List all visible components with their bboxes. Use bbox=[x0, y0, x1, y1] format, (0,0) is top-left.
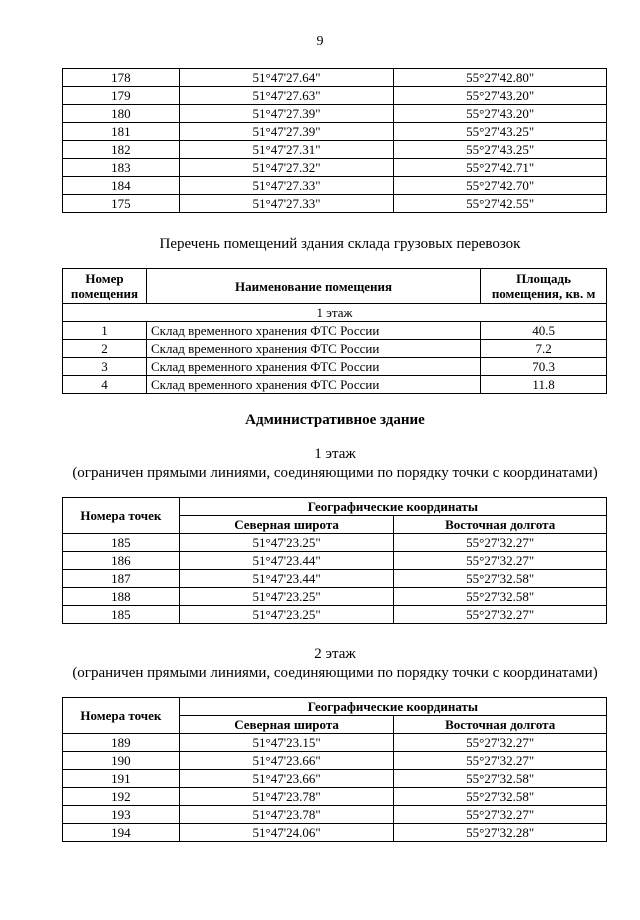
rooms-floor-label: 1 этаж bbox=[63, 304, 607, 322]
floor1-coord-row bbox=[63, 570, 607, 588]
floor2-header-lon: Восточная долгота bbox=[394, 716, 607, 734]
rooms-header-name: Наименование помещения bbox=[146, 269, 480, 304]
coord-row-cell: 181 bbox=[63, 123, 180, 141]
floor2-coord-row-cell: 55°27'32.27" bbox=[394, 734, 607, 752]
room-row-cell: 4 bbox=[63, 376, 147, 394]
floor1-note: (ограничен прямыми линиями, соединяющими по порядку точки с координатами) bbox=[72, 465, 598, 481]
floor1-coord-row-cell: 188 bbox=[63, 588, 180, 606]
room-row-cell: 2 bbox=[63, 340, 147, 358]
section-title-warehouse: Перечень помещений здания склада грузовых перевозок bbox=[159, 236, 521, 252]
floor1-header-geo: Географические координаты bbox=[179, 498, 606, 516]
floor2-coord-row-cell: 191 bbox=[63, 770, 180, 788]
coord-row-cell: 51°47'27.39" bbox=[179, 123, 394, 141]
coord-row-cell: 51°47'27.33" bbox=[179, 195, 394, 213]
coord-row-cell: 178 bbox=[63, 69, 180, 87]
coord-row bbox=[63, 195, 607, 213]
room-row-cell: 11.8 bbox=[481, 376, 607, 394]
floor1-coord-row-cell: 185 bbox=[63, 534, 180, 552]
coord-row-cell: 51°47'27.33" bbox=[179, 177, 394, 195]
coord-row-cell: 51°47'27.32" bbox=[179, 159, 394, 177]
floor1-header-points: Номера точек bbox=[63, 498, 180, 534]
room-row bbox=[63, 340, 607, 358]
coord-row-cell: 55°27'42.70" bbox=[394, 177, 607, 195]
floor2-coord-row-cell: 51°47'24.06" bbox=[179, 824, 394, 842]
floor2-header-lat: Северная широта bbox=[179, 716, 394, 734]
coord-row-cell: 175 bbox=[63, 195, 180, 213]
floor2-coord-row bbox=[63, 788, 607, 806]
floor2-coord-row-cell: 55°27'32.58" bbox=[394, 770, 607, 788]
floor2-coord-row-cell: 193 bbox=[63, 806, 180, 824]
room-row bbox=[63, 376, 607, 394]
floor2-coord-row-cell: 51°47'23.78" bbox=[179, 788, 394, 806]
page-number: 9 bbox=[316, 34, 324, 49]
floor1-coord-row-cell: 51°47'23.25" bbox=[179, 588, 394, 606]
coord-row-cell: 51°47'27.64" bbox=[179, 69, 394, 87]
coord-row bbox=[63, 87, 607, 105]
floor2-coord-row-cell: 51°47'23.66" bbox=[179, 752, 394, 770]
floor2-coord-row-cell: 192 bbox=[63, 788, 180, 806]
floor2-coord-row-cell: 51°47'23.66" bbox=[179, 770, 394, 788]
room-row-cell: 1 bbox=[63, 322, 147, 340]
floor1-header-lat: Северная широта bbox=[179, 516, 394, 534]
coord-row-cell: 55°27'43.25" bbox=[394, 123, 607, 141]
floor1-header-lon: Восточная долгота bbox=[394, 516, 607, 534]
floor2-coord-row-cell: 189 bbox=[63, 734, 180, 752]
floor1-coord-row-cell: 55°27'32.58" bbox=[394, 588, 607, 606]
floor1-coord-row bbox=[63, 534, 607, 552]
floor1-coord-row-cell: 185 bbox=[63, 606, 180, 624]
coord-row-cell: 51°47'27.31" bbox=[179, 141, 394, 159]
floor1-title: 1 этаж bbox=[314, 446, 356, 462]
floor2-coord-row-cell: 55°27'32.28" bbox=[394, 824, 607, 842]
coord-row-cell: 55°27'43.20" bbox=[394, 105, 607, 123]
coord-row bbox=[63, 69, 607, 87]
coord-row bbox=[63, 177, 607, 195]
floor1-coord-row bbox=[63, 588, 607, 606]
floor1-coord-row bbox=[63, 606, 607, 624]
coord-row-cell: 183 bbox=[63, 159, 180, 177]
coord-row-cell: 179 bbox=[63, 87, 180, 105]
room-row bbox=[63, 322, 607, 340]
room-row-cell: Склад временного хранения ФТС России bbox=[146, 322, 480, 340]
coord-row-cell: 51°47'27.63" bbox=[179, 87, 394, 105]
floor1-coord-row-cell: 51°47'23.25" bbox=[179, 606, 394, 624]
coord-row bbox=[63, 105, 607, 123]
floor1-coordinates-table bbox=[62, 497, 607, 624]
coordinates-table-continued bbox=[62, 68, 607, 213]
floor2-coord-row-cell: 190 bbox=[63, 752, 180, 770]
room-row-cell: Склад временного хранения ФТС России bbox=[146, 376, 480, 394]
room-row-cell: Склад временного хранения ФТС России bbox=[146, 340, 480, 358]
floor1-coord-row-cell: 186 bbox=[63, 552, 180, 570]
floor1-coord-row-cell: 55°27'32.27" bbox=[394, 534, 607, 552]
room-row bbox=[63, 358, 607, 376]
room-row-cell: 7.2 bbox=[481, 340, 607, 358]
rooms-header-number: Номер помещения bbox=[63, 269, 147, 304]
rooms-table bbox=[62, 268, 607, 394]
floor2-coord-row-cell: 194 bbox=[63, 824, 180, 842]
coord-row bbox=[63, 123, 607, 141]
floor2-coord-row-cell: 51°47'23.15" bbox=[179, 734, 394, 752]
room-row-cell: 40.5 bbox=[481, 322, 607, 340]
floor2-coordinates-table bbox=[62, 697, 607, 842]
coord-row bbox=[63, 141, 607, 159]
floor1-coord-row-cell: 51°47'23.44" bbox=[179, 570, 394, 588]
coord-row-cell: 180 bbox=[63, 105, 180, 123]
room-row-cell: 70.3 bbox=[481, 358, 607, 376]
rooms-header-area: Площадь помещения, кв. м bbox=[481, 269, 607, 304]
floor2-coord-row bbox=[63, 752, 607, 770]
floor1-coord-row-cell: 51°47'23.44" bbox=[179, 552, 394, 570]
floor1-coord-row-cell: 51°47'23.25" bbox=[179, 534, 394, 552]
floor2-note: (ограничен прямыми линиями, соединяющими по порядку точки с координатами) bbox=[72, 665, 598, 681]
floor2-title: 2 этаж bbox=[314, 646, 356, 662]
coord-row-cell: 51°47'27.39" bbox=[179, 105, 394, 123]
coord-row-cell: 55°27'42.71" bbox=[394, 159, 607, 177]
floor2-header-geo: Географические координаты bbox=[179, 698, 606, 716]
coord-row bbox=[63, 159, 607, 177]
floor1-coord-row bbox=[63, 552, 607, 570]
room-row-cell: 3 bbox=[63, 358, 147, 376]
floor1-coord-row-cell: 55°27'32.58" bbox=[394, 570, 607, 588]
floor2-coord-row-cell: 55°27'32.27" bbox=[394, 806, 607, 824]
floor2-coord-row-cell: 55°27'32.58" bbox=[394, 788, 607, 806]
coord-row-cell: 184 bbox=[63, 177, 180, 195]
room-row-cell: Склад временного хранения ФТС России bbox=[146, 358, 480, 376]
section-title-admin: Административное здание bbox=[245, 412, 425, 428]
floor2-coord-row bbox=[63, 770, 607, 788]
floor1-coord-row-cell: 187 bbox=[63, 570, 180, 588]
floor2-coord-row bbox=[63, 734, 607, 752]
floor2-coord-row bbox=[63, 824, 607, 842]
floor2-coord-row-cell: 51°47'23.78" bbox=[179, 806, 394, 824]
coord-row-cell: 55°27'42.55" bbox=[394, 195, 607, 213]
floor2-header-points: Номера точек bbox=[63, 698, 180, 734]
floor1-coord-row-cell: 55°27'32.27" bbox=[394, 552, 607, 570]
floor1-coord-row-cell: 55°27'32.27" bbox=[394, 606, 607, 624]
coord-row-cell: 182 bbox=[63, 141, 180, 159]
coord-row-cell: 55°27'42.80" bbox=[394, 69, 607, 87]
floor2-coord-row bbox=[63, 806, 607, 824]
floor2-coord-row-cell: 55°27'32.27" bbox=[394, 752, 607, 770]
coord-row-cell: 55°27'43.20" bbox=[394, 87, 607, 105]
coord-row-cell: 55°27'43.25" bbox=[394, 141, 607, 159]
